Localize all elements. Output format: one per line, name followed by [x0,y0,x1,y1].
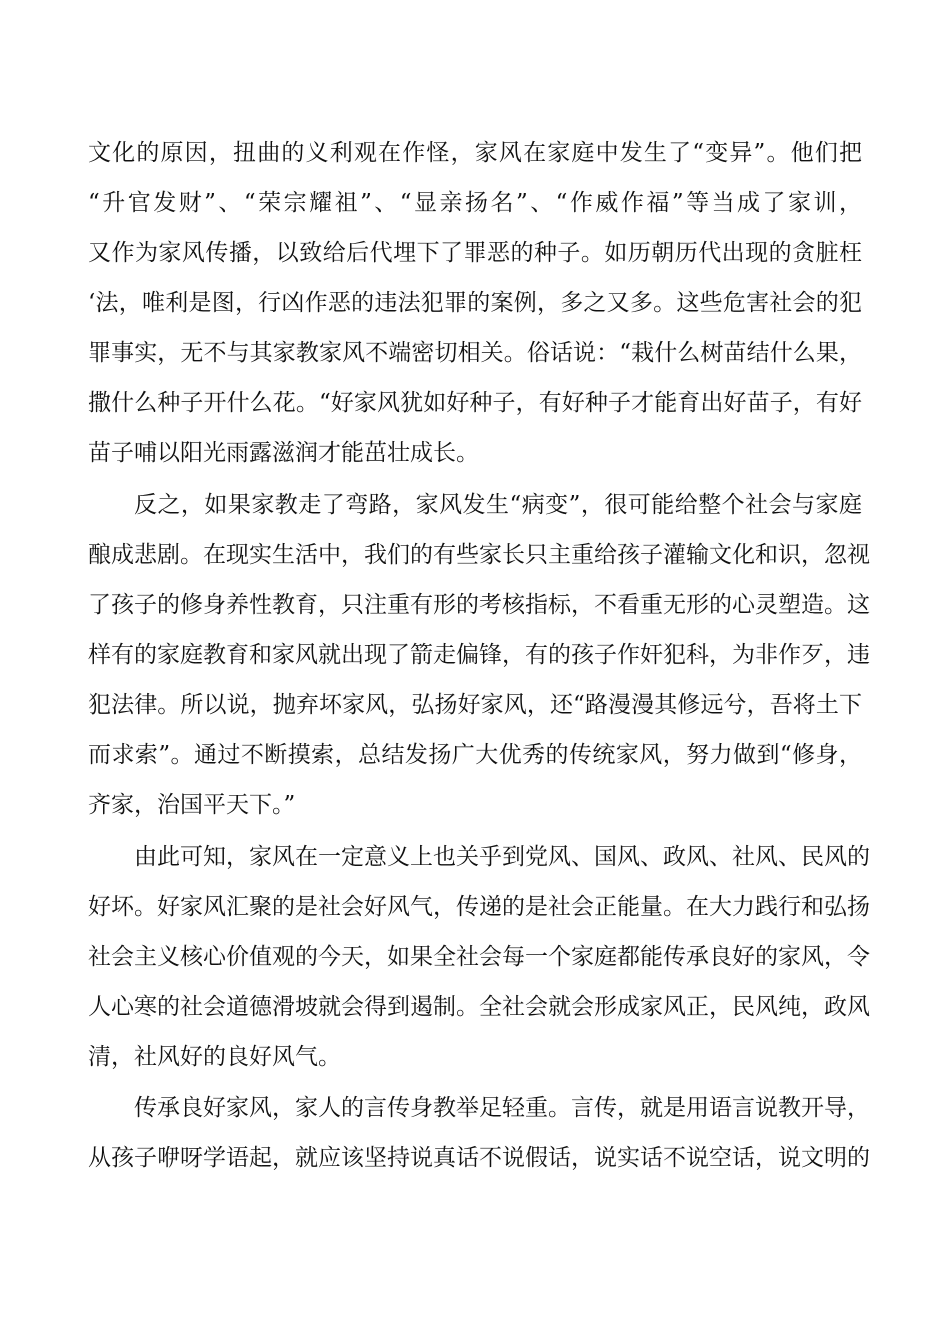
text-line: 罪事实，无不与其家教家风不端密切相关。俗话说：“栽什么树苗结什么果， [88,340,862,366]
text-line: 好坏。好家风汇聚的是社会好风气，传递的是社会正能量。在大力践行和弘扬 [88,894,870,920]
text-line: 由此可知，家风在一定意义上也关乎到党风、国风、政风、社风、民风的 [134,844,870,870]
text-line: 反之，如果家教走了弯路，家风发生“病变”，很可能给整个社会与家庭 [134,492,862,518]
text-line: 了孩子的修身养性教育，只注重有形的考核指标，不看重无形的心灵塑造。这 [88,592,870,618]
text-line: ‘法，唯利是图，行凶作恶的违法犯罪的案例，多之又多。这些危害社会的犯 [88,290,862,316]
text-line: 传承良好家风，家人的言传身教举足轻重。言传，就是用语言说教开导， [134,1095,870,1121]
text-line: “升官发财”、“荣宗耀祖”、“显亲扬名”、“作威作福”等当成了家训， [88,190,862,216]
text-line: 从孩子咿呀学语起，就应该坚持说真话不说假话，说实话不说空话，说文明的 [88,1145,870,1171]
text-line: 文化的原因，扭曲的义利观在作怪，家风在家庭中发生了“变异”。他们把 [88,140,862,166]
text-line: 酿成悲剧。在现实生活中，我们的有些家长只主重给孩子灌输文化和识，忽视 [88,542,870,568]
text-line: 而求索”。通过不断摸索，总结发扬广大优秀的传统家风，努力做到“修身， [88,742,862,768]
text-line: 齐家，治国平天下。” [88,792,296,818]
text-line: 样有的家庭教育和家风就出现了箭走偏锋，有的孩子作奸犯科，为非作歹，违 [88,642,870,668]
text-line: 苗子哺以阳光雨露滋润才能茁壮成长。 [88,440,479,466]
text-line: 又作为家风传播，以致给后代埋下了罪恶的种子。如历朝历代出现的贪脏枉 [88,240,862,266]
text-line: 人心寒的社会道德滑坡就会得到遏制。全社会就会形成家风正，民风纯，政风 [88,994,870,1020]
text-line: 撒什么种子开什么花。“好家风犹如好种子，有好种子才能育出好苗子，有好 [88,390,862,416]
text-line: 犯法律。所以说，抛弃坏家风，弘扬好家风，还“路漫漫其修远兮，吾将土下 [88,692,862,718]
text-line: 社会主义核心价值观的今天，如果全社会每一个家庭都能传承良好的家风，令 [88,944,870,970]
text-line: 清，社风好的良好风气。 [88,1044,341,1070]
